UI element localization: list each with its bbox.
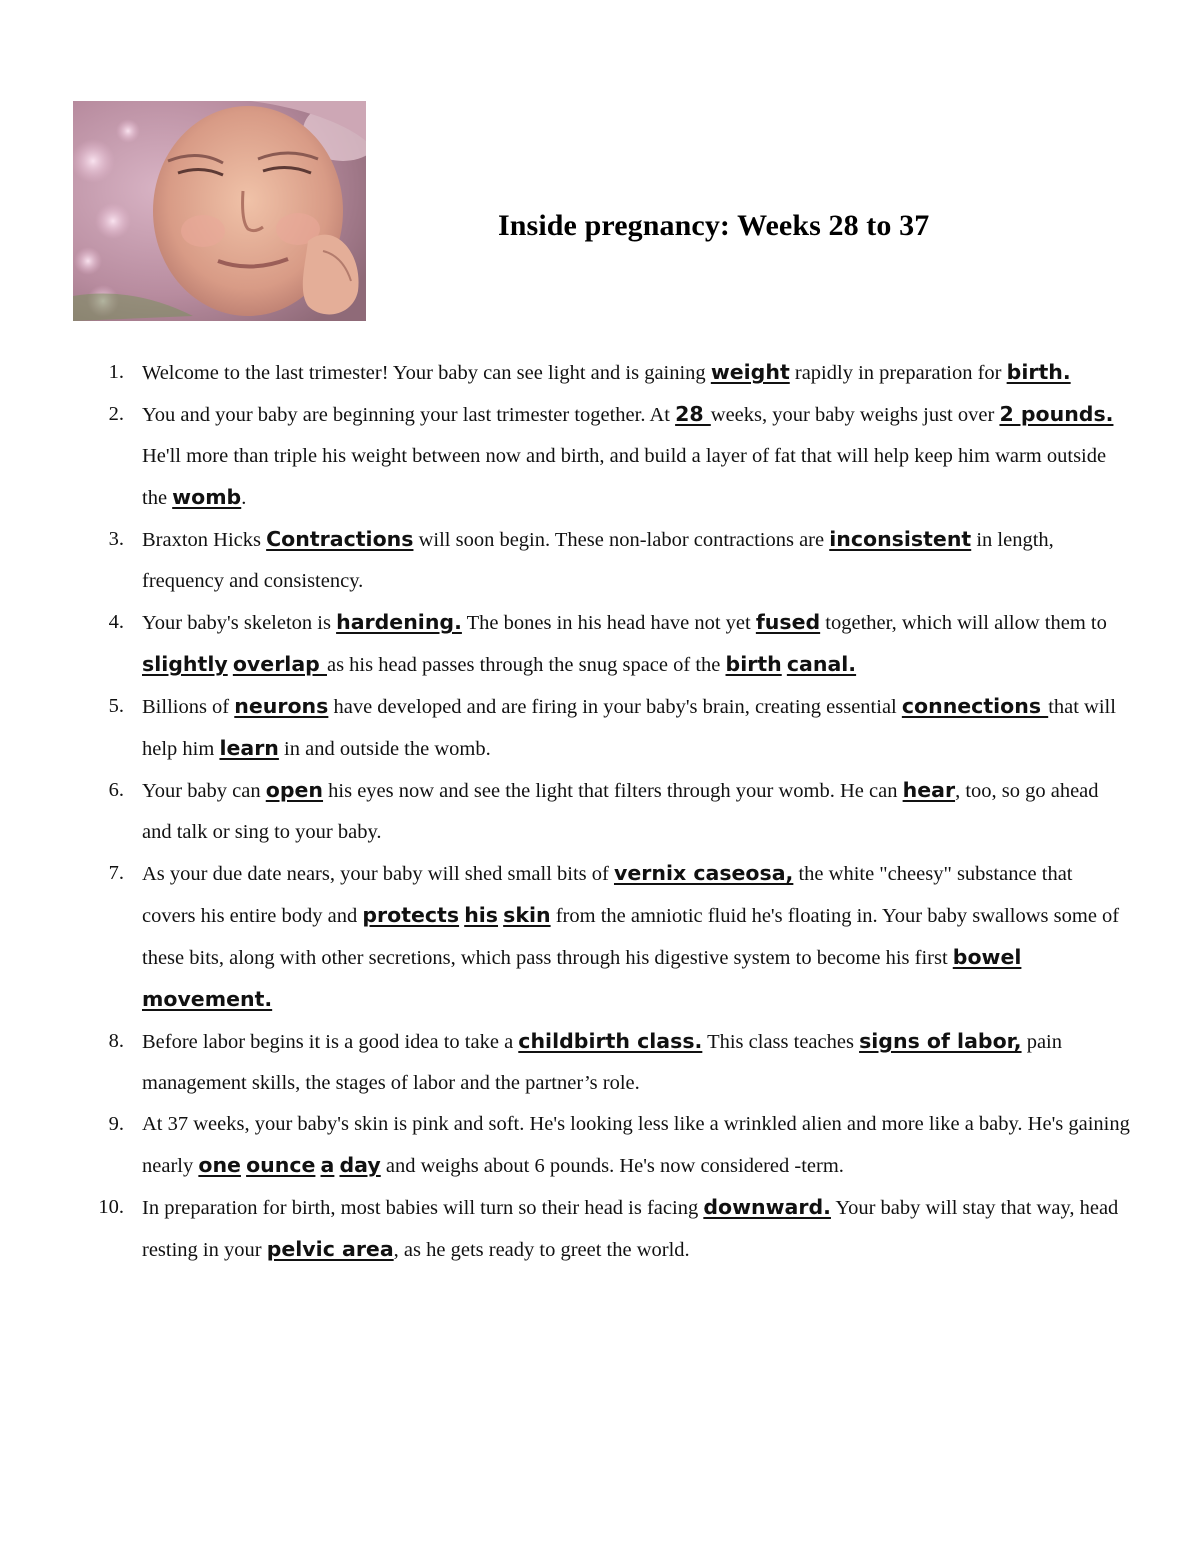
answer-word: day (339, 1153, 381, 1177)
item-text: Your baby's skeleton is (142, 612, 337, 634)
list-item (100, 1187, 1130, 1271)
item-text: Before labor begins it is a good idea to take a (142, 1031, 519, 1053)
item-text: pain management skills, the stages of labor and the partner’s role. (142, 1031, 1062, 1094)
answer-word: ounce (246, 1153, 316, 1177)
item-text: The bones in his head have not yet (461, 612, 756, 634)
list-item (100, 770, 1130, 853)
item-number: 2. (108, 403, 124, 425)
answer-word: weight (710, 360, 790, 384)
answer-word: bowel (952, 945, 1022, 969)
item-number: 8. (108, 1030, 124, 1052)
item-text: in length, frequency and consistency. (142, 529, 1054, 592)
item-number: 4. (108, 611, 124, 633)
item-text: in and outside the womb. (278, 738, 491, 760)
answer-word: open (265, 778, 324, 802)
item-text: You and your baby are beginning your last trimester together. At (142, 404, 676, 426)
answer-word: connections (901, 694, 1049, 718)
answer-word: hardening. (336, 610, 462, 634)
item-text: At 37 weeks, your baby's skin is pink and soft. He's looking less like a wrinkled alien and more like a baby. He's gaining nearly (142, 1113, 1130, 1177)
list-item (100, 1021, 1130, 1104)
list-item (100, 1104, 1130, 1187)
item-text: will soon begin. These non-labor contractions are (413, 529, 830, 551)
item-text: In preparation for birth, most babies will turn so their head is facing (142, 1197, 704, 1219)
answer-word: pelvic area (266, 1237, 394, 1261)
answer-word: a (320, 1153, 335, 1177)
answer-word: slightly (142, 652, 228, 676)
list-item (100, 686, 1130, 770)
answer-word: 28 (675, 402, 711, 426)
item-number: 9. (108, 1113, 124, 1135)
item-text: Welcome to the last trimester! Your baby can see light and is gaining (142, 362, 711, 384)
item-text: together, which will allow them to (820, 612, 1107, 634)
item-number: 6. (108, 779, 124, 801)
answer-word: vernix caseosa, (613, 861, 794, 885)
item-text: as his head passes through the snug space of the (326, 654, 726, 676)
answer-word: Contractions (266, 527, 414, 551)
question-list (100, 352, 1130, 1271)
item-text: rapidly in preparation for (789, 362, 1007, 384)
item-text: weeks, your baby weighs just over (710, 404, 1000, 426)
answer-word: learn (219, 736, 279, 760)
list-item (100, 352, 1130, 394)
item-text: . (241, 487, 247, 509)
list-item (100, 853, 1130, 1021)
item-text: and weighs about 6 pounds. He's now considered -term. (380, 1155, 844, 1177)
item-text: the white "cheesy" substance that covers his entire body and (142, 863, 1073, 927)
list-item (100, 519, 1130, 602)
answer-word: overlap (232, 652, 327, 676)
answer-word: his (464, 903, 499, 927)
page-title: Inside pregnancy: Weeks 28 to 37 (498, 209, 930, 242)
item-text: , as he gets ready to greet the world. (393, 1239, 690, 1261)
fetus-ultrasound-photo (73, 101, 366, 321)
list-item (100, 394, 1130, 519)
item-number: 5. (108, 695, 124, 717)
answer-word: birth. (1006, 360, 1071, 384)
answer-word: signs of labor, (859, 1029, 1022, 1053)
item-text: Billions of (142, 696, 235, 718)
item-text: Your baby can (142, 780, 266, 802)
answer-word: downward. (703, 1195, 831, 1219)
list-item (100, 602, 1130, 686)
item-text: Your baby will stay that way, head resting in your (142, 1197, 1119, 1261)
answer-word: inconsistent (829, 527, 972, 551)
item-text: his eyes now and see the light that filters through your womb. He can (323, 780, 903, 802)
answer-word: fused (755, 610, 821, 634)
item-text: As your due date nears, your baby will shed small bits of (142, 863, 614, 885)
item-number: 1. (108, 361, 124, 383)
item-number: 7. (108, 862, 124, 884)
answer-word: one (198, 1153, 241, 1177)
answer-word: neurons (234, 694, 329, 718)
item-number: 3. (108, 528, 124, 550)
item-text: This class teaches (702, 1031, 860, 1053)
answer-word: skin (503, 903, 551, 927)
answer-word: womb (172, 485, 242, 509)
answer-word: hear (902, 778, 956, 802)
answer-word: 2 pounds. (999, 402, 1114, 426)
item-text: Braxton Hicks (142, 529, 267, 551)
item-text: He'll more than triple his weight between now and birth, and build a layer of fat that will help keep him warm outside the (142, 445, 1107, 509)
answer-word: movement. (142, 987, 273, 1011)
item-text: , too, so go ahead and talk or sing to your baby. (142, 780, 1099, 843)
answer-word: canal. (786, 652, 857, 676)
answer-word: birth (725, 652, 782, 676)
item-number: 10. (98, 1196, 124, 1218)
item-text: have developed and are firing in your baby's brain, creating essential (328, 696, 902, 718)
answer-word: childbirth class. (518, 1029, 703, 1053)
answer-word: protects (362, 903, 460, 927)
item-text: that will help him (142, 696, 1116, 760)
item-text: from the amniotic fluid he's floating in. Your baby swallows some of these bits, along with other secretions, which pass through his digestive system to become his first (142, 905, 1120, 969)
